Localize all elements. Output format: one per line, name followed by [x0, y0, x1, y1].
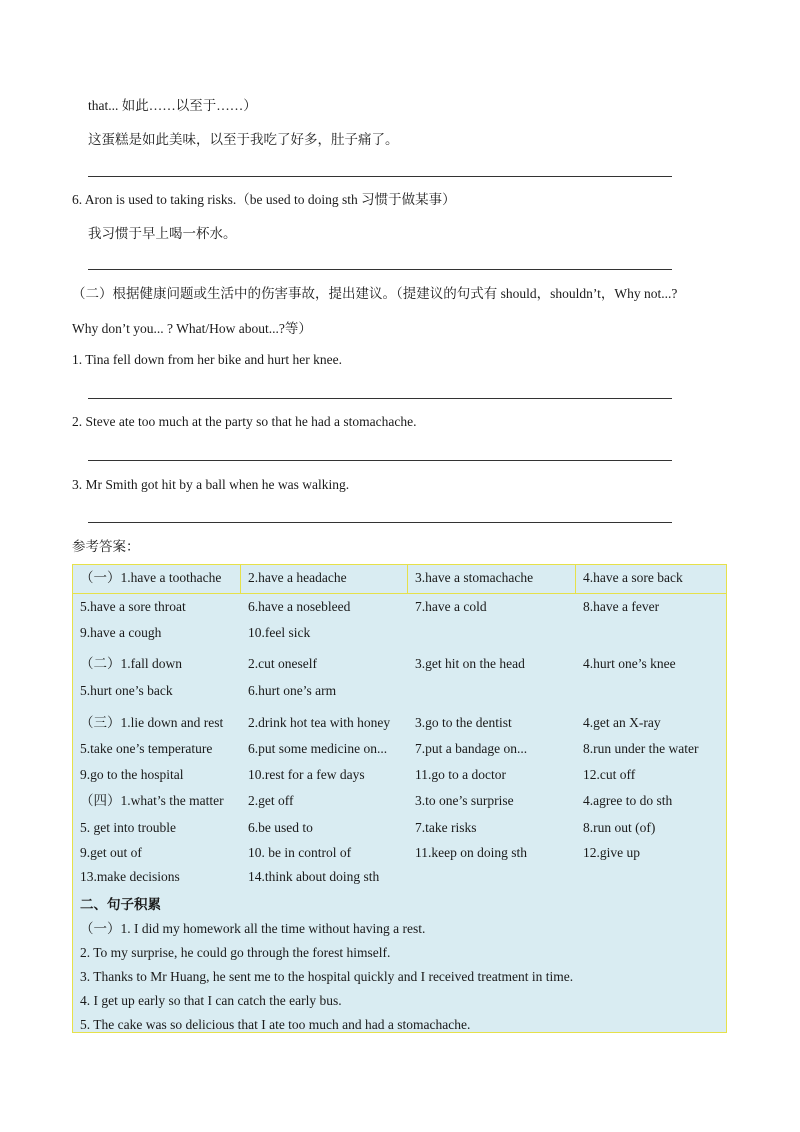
- answer-cell: 10. be in control of: [248, 845, 352, 860]
- answer-cell: 7.have a cold: [415, 599, 487, 614]
- answer-cell: （一）1.have a toothache: [80, 570, 222, 585]
- answer-row: [73, 736, 726, 764]
- answer-cell: 2.drink hot tea with honey: [248, 715, 391, 730]
- answer-row: [73, 565, 726, 594]
- answer-cell: 12.cut off: [583, 767, 636, 782]
- answer-row: [73, 710, 726, 738]
- answer-key-box: [72, 564, 727, 1033]
- item6-english: 6. Aron is used to taking risks.（be used to doing sth 习惯于做某事）: [72, 192, 456, 207]
- answer-cell: 4.agree to do sth: [583, 793, 673, 808]
- answer-row: [73, 678, 726, 706]
- answer-cell: 5.have a sore throat: [80, 599, 186, 614]
- answer-cell: 9.go to the hospital: [80, 767, 184, 782]
- answer-line: [88, 176, 672, 177]
- question-2: 2. Steve ate too much at the party so that he had a stomachache.: [72, 414, 417, 429]
- answer-cell: 10.rest for a few days: [248, 767, 365, 782]
- answer-cell: 4.get an X-ray: [583, 715, 661, 730]
- sentence-5: 5. The cake was so delicious that I ate too much and had a stomachache.: [80, 1017, 471, 1032]
- answer-cell: 9.have a cough: [80, 625, 162, 640]
- answer-cell: （四）1.what’s the matter: [80, 793, 224, 808]
- answer-row: [73, 788, 726, 816]
- sentence-1: （一）1. I did my homework all the time without having a rest.: [80, 921, 426, 936]
- answer-row: [73, 594, 726, 622]
- answer-cell: 14.think about doing sth: [248, 869, 380, 884]
- answer-row: [73, 762, 726, 790]
- answer-cell: 8.have a fever: [583, 599, 660, 614]
- answer-cell: 5.take one’s temperature: [80, 741, 213, 756]
- answer-cell: 6.have a nosebleed: [248, 599, 351, 614]
- answer-cell: 3.go to the dentist: [415, 715, 512, 730]
- part2-heading: 二、句子积累: [80, 897, 161, 912]
- item6-chinese-prompt: 我习惯于早上喝一杯水。: [88, 226, 237, 241]
- answer-cell: 6.be used to: [248, 820, 313, 835]
- answer-cell: 4.have a sore back: [583, 570, 683, 585]
- sentence-3: 3. Thanks to Mr Huang, he sent me to the hospital quickly and I received treatment in time.: [80, 969, 574, 984]
- answer-cell: 3.have a stomachache: [415, 570, 534, 585]
- answer-cell: 8.run under the water: [583, 741, 699, 756]
- answer-row: [73, 651, 726, 679]
- answer-cell: 12.give up: [583, 845, 640, 860]
- answer-cell: （二）1.fall down: [80, 656, 182, 671]
- answer-cell: 3.to one’s surprise: [415, 793, 514, 808]
- answer-cell: 5.hurt one’s back: [80, 683, 173, 698]
- answer-cell: 13.make decisions: [80, 869, 180, 884]
- answer-cell: 10.feel sick: [248, 625, 311, 640]
- question-3: 3. Mr Smith got hit by a ball when he was walking.: [72, 477, 350, 492]
- answer-cell: （三）1.lie down and rest: [80, 715, 224, 730]
- section2-instruction-cont: Why don’t you... ? What/How about...?等）: [72, 321, 312, 336]
- answer-cell: 11.go to a doctor: [415, 767, 506, 782]
- answer-cell: 2.cut oneself: [248, 656, 317, 671]
- answer-cell: 7.take risks: [415, 820, 477, 835]
- answer-cell: 2.get off: [248, 793, 294, 808]
- answer-row: [73, 620, 726, 648]
- answer-line: [88, 398, 672, 399]
- answer-cell: 4.hurt one’s knee: [583, 656, 676, 671]
- answer-cell: 11.keep on doing sth: [415, 845, 527, 860]
- answer-line: [88, 522, 672, 523]
- answer-cell: 2.have a headache: [248, 570, 347, 585]
- sentence-2: 2. To my surprise, he could go through the forest himself.: [80, 945, 391, 960]
- section2-instruction: （二）根据健康问题或生活中的伤害事故，提出建议。（提建议的句式有 should，shouldn’t，Why not...?: [72, 286, 678, 301]
- item5-chinese-prompt: 这蛋糕是如此美味，以至于我吃了好多，肚子痛了。: [88, 132, 399, 147]
- sentence-4: 4. I get up early so that I can catch the early bus.: [80, 993, 342, 1008]
- answer-cell: 8.run out (of): [583, 820, 656, 835]
- answers-heading: 参考答案：: [72, 539, 140, 554]
- item5-note: that... 如此……以至于……）: [88, 98, 257, 113]
- answer-line: [88, 269, 672, 270]
- answer-cell: 3.get hit on the head: [415, 656, 525, 671]
- answer-cell: 6.put some medicine on...: [248, 741, 388, 756]
- question-1: 1. Tina fell down from her bike and hurt her knee.: [72, 352, 342, 367]
- answer-cell: 6.hurt one’s arm: [248, 683, 337, 698]
- answer-cell: 9.get out of: [80, 845, 142, 860]
- answer-row: [73, 864, 726, 892]
- answer-cell: 5. get into trouble: [80, 820, 176, 835]
- answer-cell: 7.put a bandage on...: [415, 741, 528, 756]
- answer-row: [73, 815, 726, 843]
- answer-line: [88, 460, 672, 461]
